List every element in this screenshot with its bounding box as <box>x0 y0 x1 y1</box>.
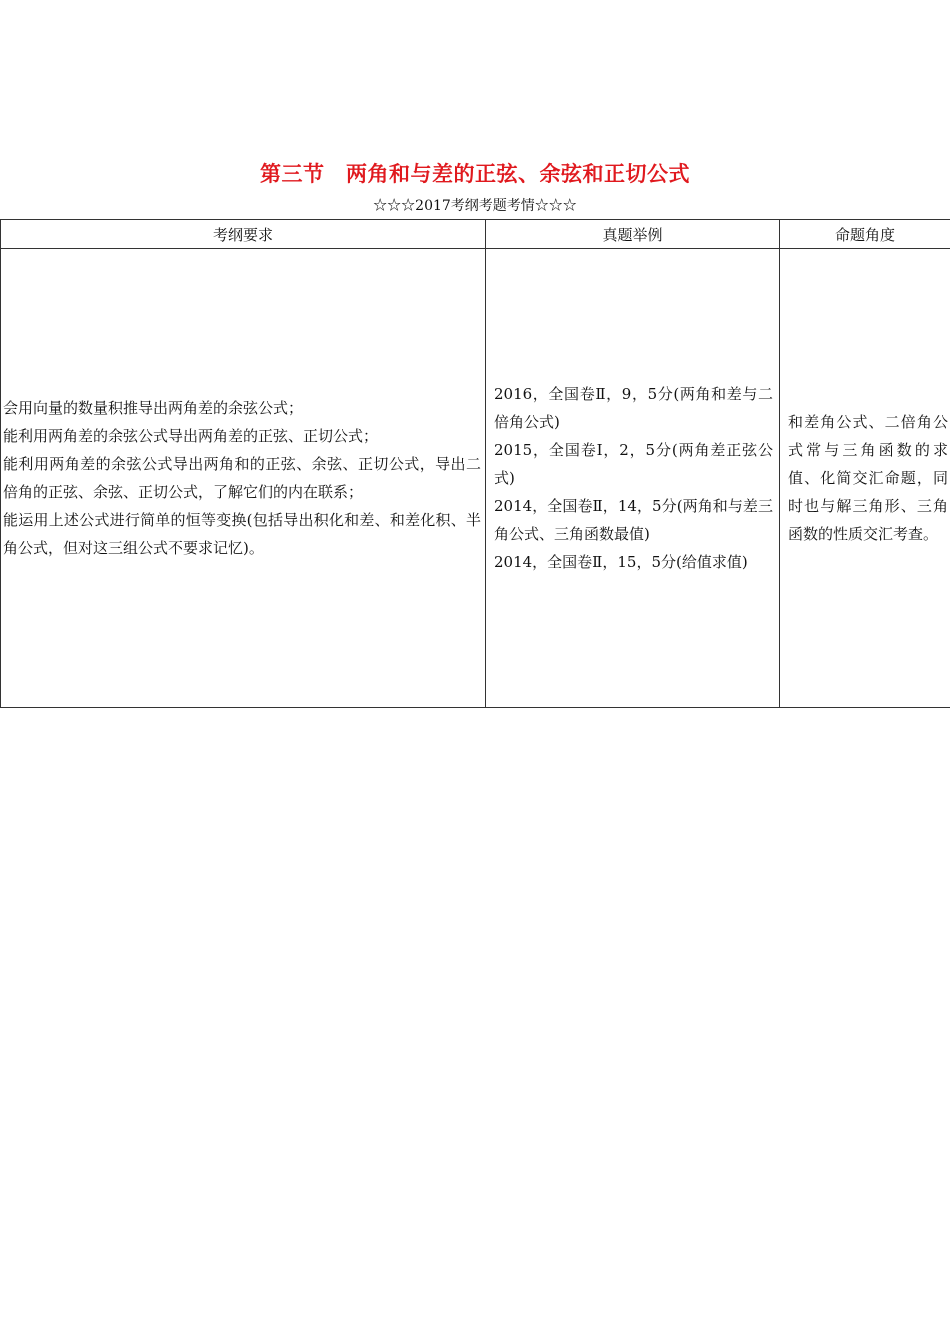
requirement-item: 会用向量的数量积推导出两角差的余弦公式； <box>3 399 304 417</box>
page-subtitle: ☆☆☆2017考纲考题考情☆☆☆ <box>373 198 577 214</box>
examples-cell <box>486 249 780 708</box>
requirement-item: 能利用两角差的余弦公式导出两角和的正弦、余弦、正切公式，导出二倍角的正弦、余弦、正切公式，了解它们的内在联系； <box>3 455 481 501</box>
header-requirements: 考纲要求 <box>1 220 486 249</box>
exam-outline-table <box>0 219 950 708</box>
header-examples: 真题举例 <box>486 220 780 249</box>
page-title: 第三节 两角和与差的正弦、余弦和正切公式 <box>260 161 690 186</box>
example-item: 2014，全国卷Ⅱ，15，5分(给值求值) <box>494 553 748 571</box>
header-angle: 命题角度 <box>780 220 950 249</box>
example-item: 2015，全国卷Ⅰ，2，5分(两角差正弦公式) <box>494 441 773 487</box>
table-header-row <box>1 220 950 249</box>
example-item: 2016，全国卷Ⅱ，9，5分(两角和差与二倍角公式) <box>494 385 773 431</box>
requirements-cell <box>1 249 486 708</box>
table-row <box>1 249 950 708</box>
requirement-item: 能运用上述公式进行简单的恒等变换(包括导出积化和差、和差化积、半角公式，但对这三组公式不要求记忆)。 <box>3 511 481 557</box>
requirement-item: 能利用两角差的余弦公式导出两角差的正弦、正切公式； <box>3 427 379 445</box>
example-item: 2014，全国卷Ⅱ，14，5分(两角和与差三角公式、三角函数最值) <box>494 497 773 543</box>
angle-cell: 和差角公式、二倍角公式常与三角函数的求值、化简交汇命题，同时也与解三角形、三角函数的性质交汇考查。 <box>780 249 950 708</box>
